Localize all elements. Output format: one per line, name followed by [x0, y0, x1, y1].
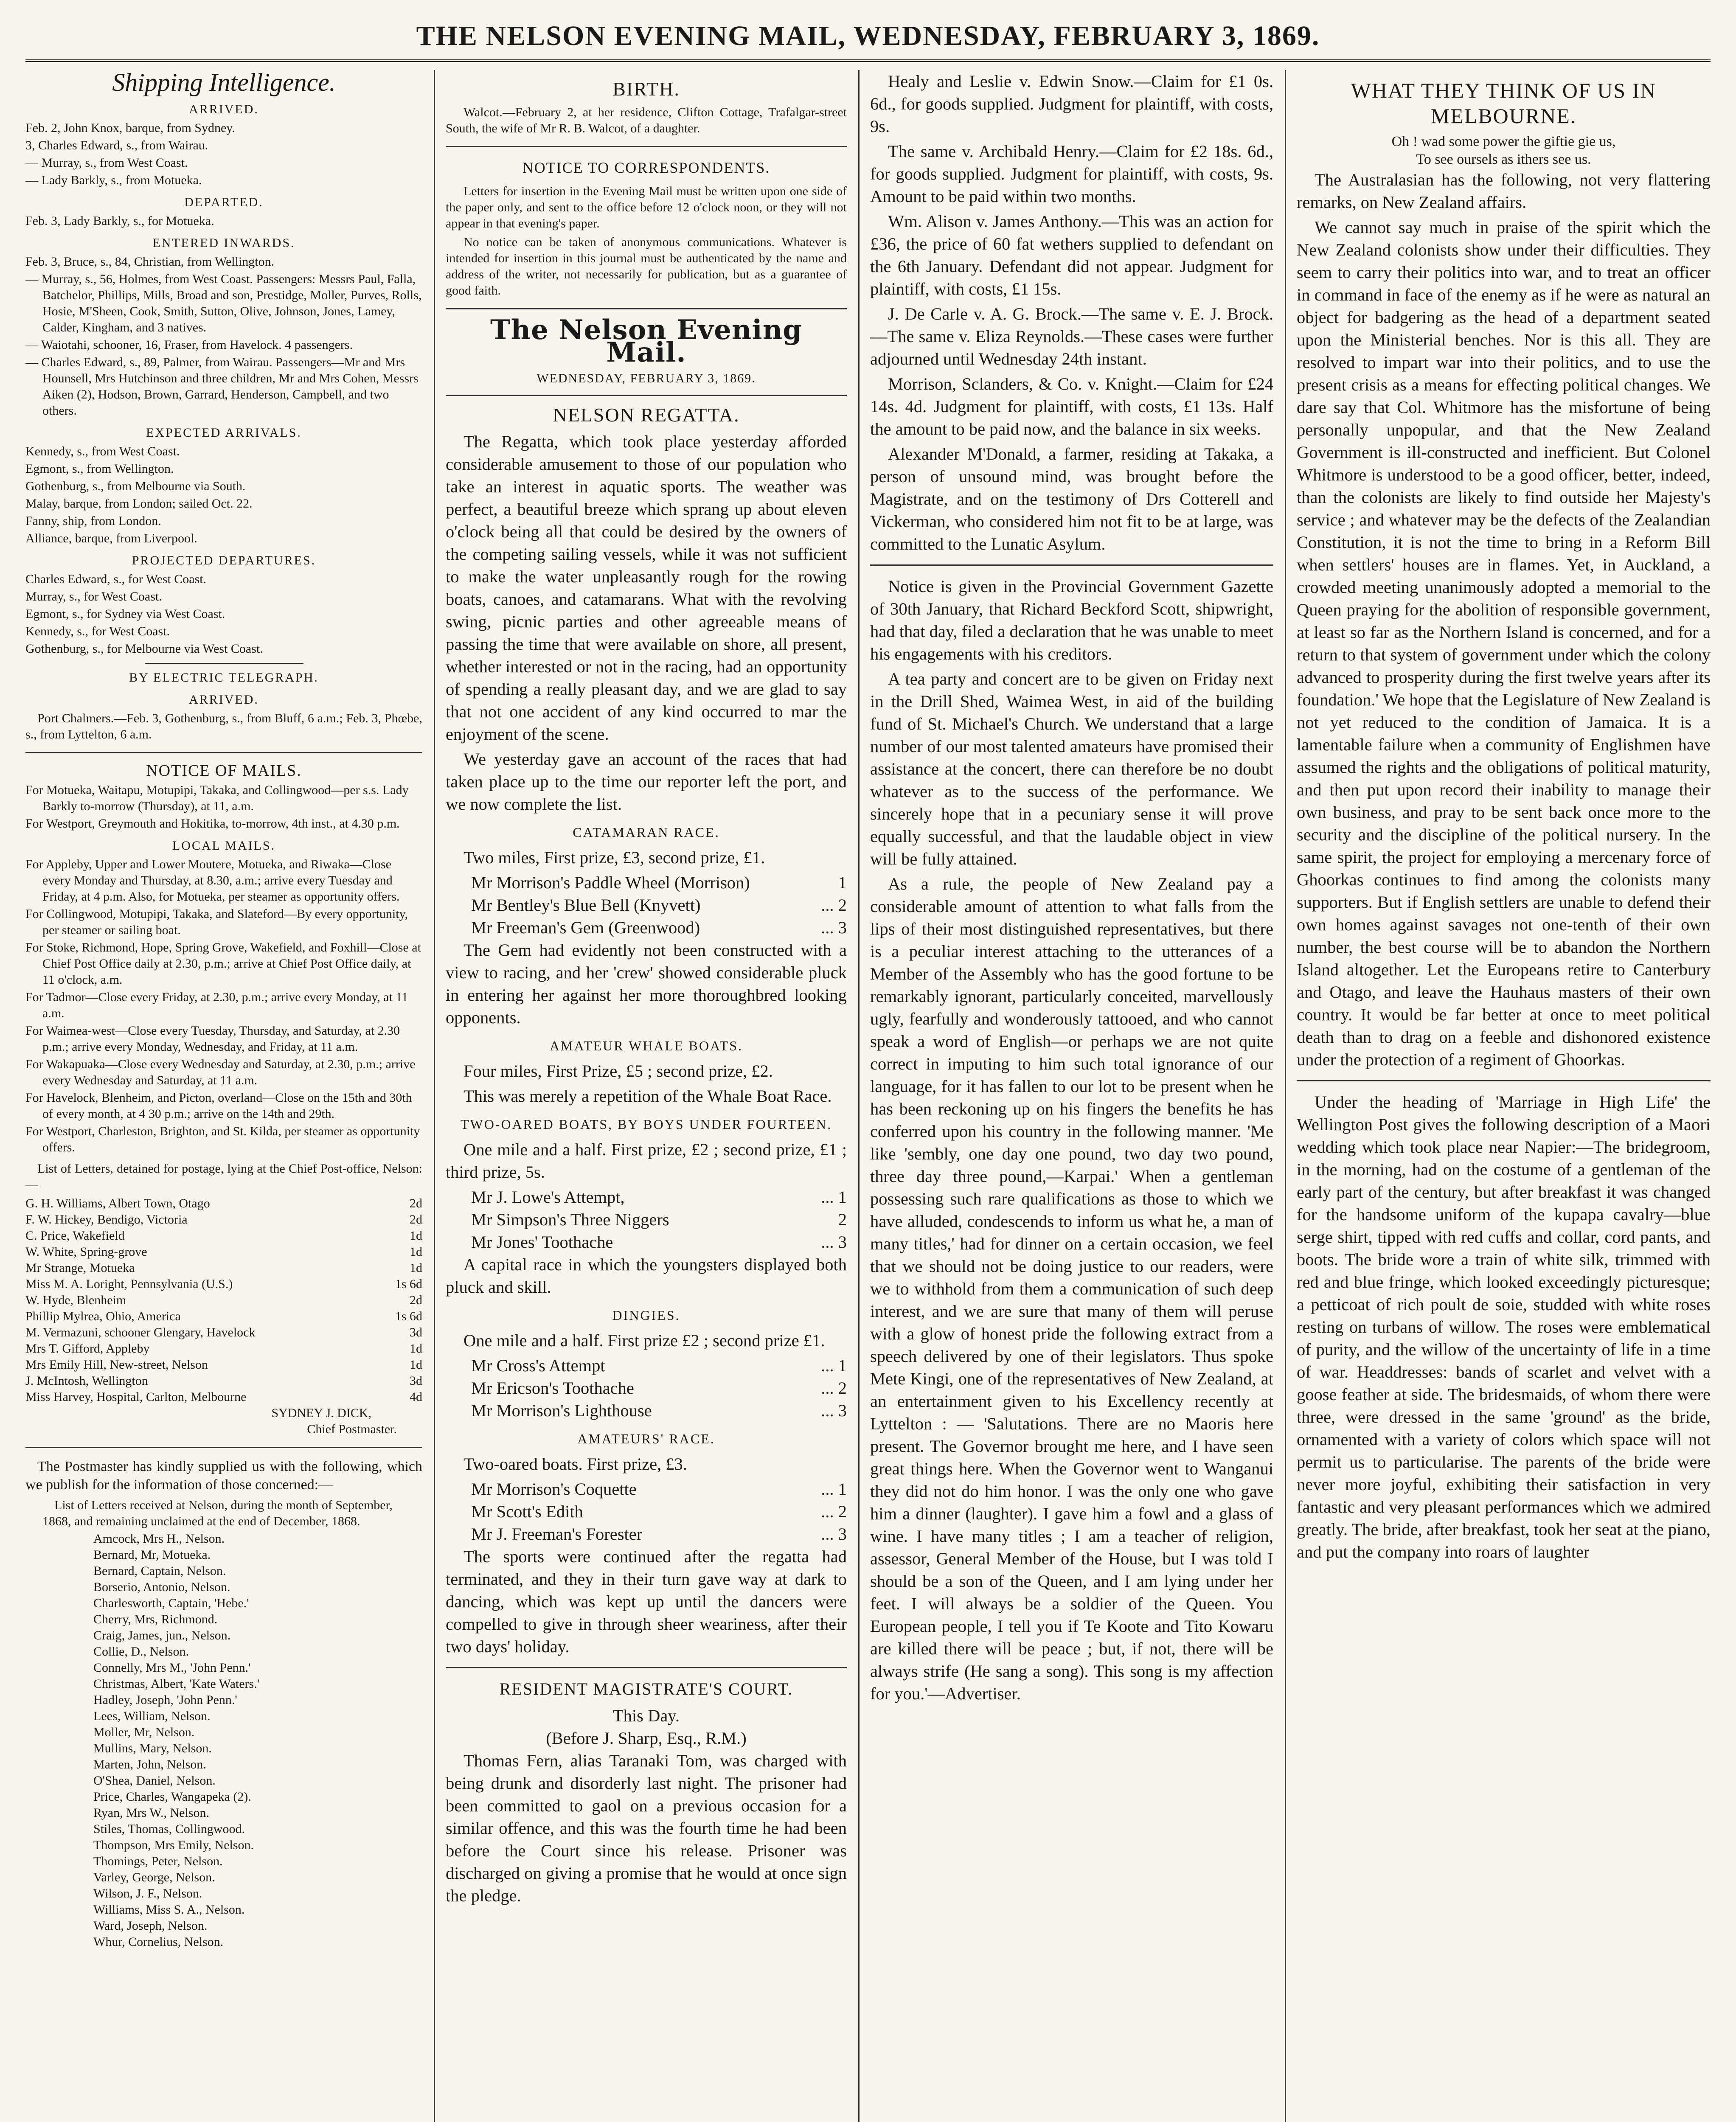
court-paragraph: Thomas Fern, alias Taranaki Tom, was charged with being drunk and disorderly last night. The prisoner had been committed to gaol on a previous occasion for a similar offence, and this was the fourth time he had been before the Court since his release. Prisoner was discharged on giving a promise that he would at once sign the pledge. — [446, 1751, 847, 1905]
detained-list — [25, 1196, 422, 1405]
addressee: Mrs T. Gifford, Appleby — [25, 1342, 150, 1356]
unclaimed-intro: List of Letters received at Nelson, during the month of September, 1868, and remaining unclaimed at the end of December, 1868. — [42, 1498, 393, 1528]
list-item: For Waimea-west—Close every Tuesday, Thursday, and Saturday, at 2.30 p.m.; arrive every Monday, Wednesday, and Friday, at 11 a.m. — [25, 1024, 400, 1054]
local-mails-heading: LOCAL MAILS. — [172, 839, 276, 853]
boat-entry: Mr Scott's Edith — [471, 1502, 583, 1521]
boat-entry: Mr Morrison's Lighthouse — [471, 1401, 652, 1420]
expected-heading: EXPECTED ARRIVALS. — [146, 426, 302, 440]
list-item: Letters for insertion in the Evening Mail must be written upon one side of the paper only, and sent to the office before 12 o'clock noon, or they will not appear in that evening's paper. — [446, 184, 847, 230]
court-judge: (Before J. Sharp, Esq., R.M.) — [546, 1729, 747, 1748]
detained-letter-row — [25, 1212, 422, 1228]
melbourne-intro: The Australasian has the following, not very flattering remarks, on New Zealand affairs. — [1297, 170, 1711, 212]
list-item: — Waiotahi, schooner, 16, Fraser, from Havelock. 4 passengers. — [25, 338, 353, 352]
arrived-list — [25, 120, 422, 188]
divider — [1297, 1080, 1711, 1081]
melbourne-heading: WHAT THEY THINK OF US IN MELBOURNE. — [1351, 79, 1657, 128]
list-item: J. De Carle v. A. G. Brock.—The same v. E. J. Brock.—The same v. Eliza Reynolds.—These cases were further adjourned until Wednesday 24th instant. — [870, 304, 1273, 368]
list-item: Bernard, Captain, Nelson. — [93, 1564, 226, 1578]
list-item: Feb. 3, Bruce, s., 84, Christian, from Wellington. — [25, 255, 275, 269]
list-item: Christmas, Albert, 'Kate Waters.' — [93, 1677, 260, 1691]
postage-due: 1d — [410, 1342, 422, 1356]
placing: 2 — [838, 1210, 847, 1229]
divider — [446, 146, 847, 147]
list-item: Connelly, Mrs M., 'John Penn.' — [93, 1661, 251, 1675]
addressee: F. W. Hickey, Bendigo, Victoria — [25, 1213, 188, 1227]
gazette-notice: Notice is given in the Provincial Government Gazette of 30th January, that Richard Beckford Scott, shipwright, had that day, filed a declaration that he was unable to meet his engagements with his creditors. — [870, 577, 1273, 663]
divider — [870, 564, 1273, 566]
catamaran-results — [446, 871, 847, 939]
projected-heading: PROJECTED DEPARTURES. — [132, 553, 316, 567]
list-item: For Tadmor—Close every Friday, at 2.30, p.m.; arrive every Monday, at 11 a.m. — [25, 990, 408, 1020]
column-rule — [434, 70, 435, 2122]
list-item: Alexander M'Donald, a farmer, residing at Takaka, a person of unsound mind, was brought before the Magistrate, and on the testimony of Drs Cotterell and Vickerman, who considered him not fit to be at large, was committed to the Lunatic Asylum. — [870, 444, 1273, 553]
list-item: Morrison, Sclanders, & Co. v. Knight.—Claim for £24 14s. 4d. Judgment for plaintiff, with costs, £1 13s. Half the amount to be paid now, and the balance in six weeks. — [870, 374, 1273, 438]
detained-letter-row — [25, 1276, 422, 1292]
column-3 — [870, 70, 1273, 2122]
detained-letter-row — [25, 1341, 422, 1357]
postage-due: 1d — [410, 1358, 422, 1372]
postage-due: 3d — [410, 1325, 422, 1339]
list-item: Charlesworth, Captain, 'Hebe.' — [93, 1596, 249, 1610]
addressee: W. Hyde, Blenheim — [25, 1293, 126, 1307]
dingies-results — [446, 1354, 847, 1422]
addressee: Miss Harvey, Hospital, Carlton, Melbourne — [25, 1390, 247, 1404]
placing: ... 1 — [821, 1187, 847, 1207]
detained-letter-row — [25, 1292, 422, 1308]
detained-letter-row — [25, 1228, 422, 1244]
race-result-row — [446, 1354, 847, 1377]
placing: ... 3 — [821, 918, 847, 937]
list-item: For Collingwood, Motupipi, Takaka, and Slateford—By every opportunity, per steamer or sailing boat. — [25, 907, 408, 937]
postage-due: 1d — [410, 1245, 422, 1259]
list-item: To see oursels as ithers see us. — [1416, 152, 1591, 167]
mete-kingi-article: As a rule, the people of New Zealand pay a considerable amount of attention to what falls from the lips of their most distinguished representatives, but there is a peculiar interest attaching to the utterances of a Member of the Assembly who has the good fortune to be remarkably ignorant, particularly conceited, marvellously ugly, fearfully and wonderously tattooed, and who cannot speak a word of English—or perhaps we are not quite correct in imputing to him such total ignorance of our language, for it has fallen to our lot to be present when he has been reckoning up on his fingers the benefits he has conferred upon his country in the following manner. 'Me like 'sembly, one day one pound, two day two pound, three day three pound,—Karpai.' When a gentleman possessing such rare qualifications as those to which we have alluded, condescends to inform us what he, a man of many titles,' had for dinner on a certain occasion, we feel that we should not be doing justice to our readers, were we to withhold from them a communication of such deep interest, and we are sure that many of them will peruse with a glow of honest pride the following extract from a speech delivered by one of their legislators. Thus spoke Mete Kingi, one of the representatives of New Zealand, at an entertainment given to his Excellency recently at Lyttelton : — 'Salutations. There are no Maoris here present. The Governor brought me here, and I have seen great things here. When the Governor went to Wanganui they did not do him honor. I was the only one who gave him a dinner (laughter). I gave him a fowl and a glass of wine. I have many titles ; I am a teacher of religion, assessor, General Member of the House, but I was told I should be a son of the Queen, and I am lying under her feet. I will always be a soldier of the Queen. You European people, I tell you if Te Koote and Tito Kowaru are killed there will be peace ; but, if not, there will be always strife (He sang a song). This song is my affection for you.'—Advertiser. — [870, 874, 1273, 1703]
divider — [446, 395, 847, 396]
addressee: Mrs Emily Hill, New-street, Nelson — [25, 1358, 208, 1372]
birth-notice: Walcot.—February 2, at her residence, Clifton Cottage, Trafalgar-street South, the wife of Mr R. B. Walcot, of a daughter. — [446, 105, 847, 135]
twooared-results — [446, 1186, 847, 1253]
correspondents-notice — [446, 183, 847, 299]
addressee: M. Vermazuni, schooner Glengary, Havelock — [25, 1325, 256, 1339]
signature: SYDNEY J. DICK, — [271, 1406, 371, 1420]
shipping-title: Shipping Intelligence. — [112, 70, 336, 96]
boat-entry: Mr Ericson's Toothache — [471, 1378, 634, 1398]
maori-wedding-article: Under the heading of 'Marriage in High Life' the Wellington Post gives the following description of a Maori wedding which took place near Napier:—The bridegroom, in the morning, had on the costume of a gentleman of the early part of the century, but after breakfast it was changed for the handsome uniform of the kupapa cavalry—blue serge shirt, tipped with red cuffs and collar, cord pants, and boots. The bride wore a train of white silk, trimmed with red and blue fringe, which looked exceedingly picturesque; a petticoat of rich poult de soie, studded with white roses resting on turbans of willow. The roses were emblematical of purity, and the willow of the uncertainty of life in a time of war. Headdresses: bands of scarlet and velvet with a goose feather at side. The bridesmaids, of whom there were three, were dressed in the same 'ground' as the bride, ornamented with a variety of colors which space will not permit us to particularise. The parents of the bride were never more joyful, exhibiting their satisfaction in very fantastic and very pleasant performances which we admired greatly. The bride, after breakfast, took her seat at the piano, and put the company into roars of laughter — [1297, 1092, 1711, 1561]
amateurs-desc: Two-oared boats. First prize, £3. — [463, 1454, 687, 1474]
list-item: Feb. 3, Lady Barkly, s., for Motueka. — [25, 214, 214, 228]
list-item: Borserio, Antonio, Nelson. — [93, 1580, 230, 1594]
whale-desc: Four miles, First Prize, £5 ; second prize, £2. — [463, 1061, 773, 1081]
boat-entry: Mr Cross's Attempt — [471, 1356, 605, 1375]
regatta-paragraph: We yesterday gave an account of the races that had taken place up to the time our reporter left the port, and we now complete the list. — [446, 749, 847, 814]
whale-heading: AMATEUR WHALE BOATS. — [550, 1038, 743, 1053]
race-result-row — [446, 1500, 847, 1523]
list-item: — Charles Edward, s., 89, Palmer, from Wairau. Passengers—Mr and Mrs Hounsell, Mrs Hutchinson and three children, Mr and Mrs Cohen, Messrs Aiken (2), Hodson, Brown, Garrard, Henderson, Campbell, and two others. — [25, 355, 419, 418]
postage-due: 1s 6d — [395, 1309, 422, 1323]
list-item: — Murray, s., 56, Holmes, from West Coast. Passengers: Messrs Paul, Falla, Batchelor, Phillips, Mills, Broad and son, Prestidge, Moller, Purves, Rolls, Hosie, M'Sheen, Cook, Smith, Sutton, Olive, Johnson, Jones, Lamey, Calder, Kingham, and 3 natives. — [25, 272, 422, 334]
dingies-desc: One mile and a half. First prize £2 ; second prize £1. — [463, 1331, 825, 1350]
addressee: Phillip Mylrea, Ohio, America — [25, 1309, 181, 1323]
addressee: G. H. Williams, Albert Town, Otago — [25, 1196, 210, 1210]
unclaimed-list — [25, 1531, 422, 1950]
race-result-row — [446, 871, 847, 894]
list-item: No notice can be taken of anonymous communications. Whatever is intended for insertion in this journal must be authenticated by the name and address of the writer, not necessarily for publication, but as a guarantee of good faith. — [446, 235, 847, 298]
mails-heading: NOTICE OF MAILS. — [146, 762, 302, 780]
court-cases — [870, 70, 1273, 555]
twooared-desc: One mile and a half. First prize, £2 ; second prize, £1 ; third prize, 5s. — [446, 1140, 847, 1182]
column-rule — [858, 70, 860, 2122]
paper-nameplate: The Nelson Evening Mail. — [490, 314, 803, 368]
list-item: Alliance, barque, from Liverpool. — [25, 531, 197, 545]
column-rule — [1285, 70, 1286, 2122]
list-item: Healy and Leslie v. Edwin Snow.—Claim for £1 0s. 6d., for goods supplied. Judgment for plaintiff, with costs, 9s. — [870, 72, 1273, 136]
list-item: Bernard, Mr, Motueka. — [93, 1548, 211, 1562]
mails-list — [25, 782, 422, 832]
list-item: For Wakapuaka—Close every Wednesday and Saturday, at 2.30, p.m.; arrive every Wednesday and Saturday, at 11 a.m. — [25, 1057, 416, 1087]
entered-list — [25, 254, 422, 419]
list-item: Oh ! wad some power the giftie gie us, — [1391, 134, 1616, 149]
list-item: The same v. Archibald Henry.—Claim for £2 18s. 6d., for goods supplied. Judgment for plaintiff, with costs, 9s. Amount to be paid within two months. — [870, 142, 1273, 206]
detained-letter-row — [25, 1373, 422, 1389]
melbourne-body: We cannot say much in praise of the spirit which the New Zealand colonists show under their difficulties. They seem to carry their politics into war, and to treat an officer in command in face of the enemy as if he were as natural an object for badgering as the head of a department seated upon the Ministerial benches. Nor is this all. They are resolved to impart war into their politics, and to use the present crisis as a means for effecting political changes. We dare say that Col. Whitmore has the misfortune of being personally unpopular, and that the New Zealand Government is ill-constructed and inefficient. But Colonel Whitmore is understood to be a good officer, better, indeed, than the colonists are likely to find outside her Majesty's service ; and whatever may be the defects of the Zealandian Constitution, it is not the time to bring in a Reform Bill when settlers' houses are in flames. Yet, in Auckland, a crowded meeting unanimously adopted a memorial to the Queen praying for the abolition of responsible government, at least so far as the Northern Island is concerned, and for a return to that system of government under which the colony advanced to prosperity during the first twelve years after its foundation.' We hope that the Legislature of New Zealand is not yet reduced to the condition of Jamaica. It is a lamentable failure when a community of Englishmen have assumed the rights and the obligations of political maturity, and then put upon record their inability to manage their own business, and pray to be sent back once more to the security and the discipline of the political nursery. In the same spirit, the project for employing a mercenary force of Ghoorkas continues to find among the colonists many supporters. But if English settlers are unable to defend their own homes against savages not one-tenth of their own number, the best course will be to abandon the Northern Island altogether. Let the Europeans retire to Canterbury and Otago, and leave the Hauhaus masters of their own country. It would be far better at once to meet political death than to drag on a feeble and dishonored existence under the protection of a regiment of Ghoorkas. — [1297, 218, 1711, 1069]
list-item: Wm. Alison v. James Anthony.—This was an action for £36, the price of 60 fat wethers supplied to defendant on the 6th January. Defendant did not appear. Judgment for plaintiff, with costs, £1 15s. — [870, 212, 1273, 298]
list-item: For Westport, Greymouth and Hokitika, to-morrow, 4th inst., at 4.30 p.m. — [25, 817, 400, 831]
list-item: Gothenburg, s., from Melbourne via South. — [25, 479, 246, 493]
list-item: Collie, D., Nelson. — [93, 1645, 189, 1659]
dateline: WEDNESDAY, FEBRUARY 3, 1869. — [537, 371, 756, 385]
list-item: For Motueka, Waitapu, Motupipi, Takaka, and Collingwood—per s.s. Lady Barkly to-morrow (Thursday), at 11, a.m. — [25, 783, 409, 813]
local-mails-list — [25, 856, 422, 1156]
court-sub: This Day. — [612, 1706, 680, 1725]
postage-due: 4d — [410, 1390, 422, 1404]
divider — [25, 1447, 422, 1448]
list-item: Thomings, Peter, Nelson. — [93, 1854, 223, 1868]
race-result-row — [446, 1186, 847, 1208]
race-result-row — [446, 894, 847, 916]
list-item: For Havelock, Blenheim, and Picton, overland—Close on the 15th and 30th of every month, at 4 30 p.m.; arrive on the 14th and 29th. — [25, 1091, 412, 1121]
list-item: 3, Charles Edward, s., from Wairau. — [25, 138, 208, 152]
birth-heading: BIRTH. — [612, 78, 680, 100]
correspondents-heading: NOTICE TO CORRESPONDENTS. — [522, 159, 770, 176]
postage-due: 2d — [410, 1213, 422, 1227]
list-item: Gothenburg, s., for Melbourne via West Coast. — [25, 642, 263, 656]
list-item: Thompson, Mrs Emily, Nelson. — [93, 1838, 254, 1852]
race-result-row — [446, 1523, 847, 1545]
list-item: Malay, barque, from London; sailed Oct. 22. — [25, 497, 253, 511]
regatta-paragraph: The Regatta, which took place yesterday afforded considerable amusement to those of our population who take an interest in aquatic sports. The weather was perfect, a beautiful breeze which sprang up about eleven o'clock being all that could be desired by the owners of the competing sailing vessels, while it was not sufficient to make the water unpleasantly rough for the rowing boats, canoes, and catamarans. What with the revolving swing, picnic parties and other agreeable means of passing the time that were available on shore, all present, whether interested or not in the racing, had an opportunity of spending a really pleasant day, and we are glad to say that not one accident of any kind occurred to mar the enjoyment of the scene. — [446, 432, 847, 744]
boat-entry: Mr Bentley's Blue Bell (Knyvett) — [471, 895, 701, 915]
boat-entry: Mr Freeman's Gem (Greenwood) — [471, 918, 700, 937]
placing: ... 3 — [821, 1232, 847, 1252]
addressee: W. White, Spring-grove — [25, 1245, 147, 1259]
list-item: Ryan, Mrs W., Nelson. — [93, 1806, 209, 1820]
postage-due: 2d — [410, 1293, 422, 1307]
list-item: Ward, Joseph, Nelson. — [93, 1919, 208, 1933]
boat-entry: Mr Jones' Toothache — [471, 1232, 613, 1252]
placing: ... 3 — [821, 1401, 847, 1420]
column-4 — [1297, 70, 1711, 2122]
postmaster-intro: The Postmaster has kindly supplied us with the following, which we publish for the information of those concerned:— — [25, 1459, 422, 1493]
postage-due: 1s 6d — [395, 1277, 422, 1291]
list-item: For Westport, Charleston, Brighton, and St. Kilda, per steamer as opportunity offers. — [25, 1124, 420, 1154]
list-item: Kennedy, s., from West Coast. — [25, 444, 180, 458]
detained-letter-row — [25, 1325, 422, 1341]
list-item: Varley, George, Nelson. — [93, 1870, 215, 1884]
signature-title: Chief Postmaster. — [307, 1422, 397, 1436]
list-item: Stiles, Thomas, Collingwood. — [93, 1822, 245, 1836]
epigraph — [1297, 133, 1711, 168]
addressee: J. McIntosh, Wellington — [25, 1374, 148, 1388]
whale-note: This was merely a repetition of the Whale Boat Race. — [463, 1086, 832, 1106]
boat-entry: Mr Morrison's Paddle Wheel (Morrison) — [471, 873, 750, 892]
catamaran-note: The Gem had evidently not been constructed with a view to racing, and her 'crew' showed considerable pluck in entering her against her more thoroughbred looking opponents. — [446, 940, 847, 1027]
detained-intro: List of Letters, detained for postage, lying at the Chief Post-office, Nelson:— — [25, 1162, 422, 1192]
postage-due: 3d — [410, 1374, 422, 1388]
catamaran-heading: CATAMARAN RACE. — [573, 825, 720, 840]
race-result-row — [446, 1478, 847, 1500]
divider — [145, 663, 303, 664]
column-2 — [446, 70, 847, 2122]
projected-list — [25, 571, 422, 657]
list-item: Lees, William, Nelson. — [93, 1709, 211, 1723]
catamaran-desc: Two miles, First prize, £3, second prize, £1. — [463, 848, 765, 867]
tea-party-notice: A tea party and concert are to be given on Friday next in the Drill Shed, Waimea West, in aid of the building fund of St. Michael's Church. We understand that a large number of our most talented amateurs have promised their assistance at the concert, there can therefore be no doubt whatever as to the success of the performance. We sincerely hope that in a pecuniary sense it will prove equally successful, and that the laudable object in view will be fully attained. — [870, 669, 1273, 868]
list-item: For Appleby, Upper and Lower Moutere, Motueka, and Riwaka—Close every Monday and Thursday, at 8.30, a.m.; arrive every Tuesday and Friday, at 4 p.m. Also, for Motueka, per steamer as opportunity offers. — [25, 857, 400, 904]
twooared-heading: TWO-OARED BOATS, BY BOYS UNDER FOURTEEN. — [460, 1117, 832, 1132]
race-result-row — [446, 1208, 847, 1231]
addressee: Miss M. A. Loright, Pennsylvania (U.S.) — [25, 1277, 233, 1291]
list-item: Kennedy, s., for West Coast. — [25, 624, 170, 638]
boat-entry: Mr J. Freeman's Forester — [471, 1524, 643, 1544]
departed-heading: DEPARTED. — [184, 195, 264, 209]
race-result-row — [446, 1377, 847, 1399]
list-item: Feb. 2, John Knox, barque, from Sydney. — [25, 121, 235, 135]
amateurs-heading: AMATEURS' RACE. — [577, 1431, 715, 1446]
list-item: — Lady Barkly, s., from Motueka. — [25, 173, 202, 187]
placing: ... 3 — [821, 1524, 847, 1544]
court-heading: RESIDENT MAGISTRATE'S COURT. — [499, 1679, 793, 1698]
telegraph-heading: BY ELECTRIC TELEGRAPH. — [129, 671, 319, 685]
detained-letter-row — [25, 1357, 422, 1373]
list-item: — Murray, s., from West Coast. — [25, 156, 188, 170]
twooared-note: A capital race in which the youngsters displayed both pluck and skill. — [446, 1255, 847, 1297]
list-item: Amcock, Mrs H., Nelson. — [93, 1532, 225, 1546]
placing: ... 2 — [821, 1378, 847, 1398]
telegraph-text: Port Chalmers.—Feb. 3, Gothenburg, s., from Bluff, 6 a.m.; Feb. 3, Phœbe, s., from Lyttelton, 6 a.m. — [25, 711, 422, 741]
list-item: For Stoke, Richmond, Hope, Spring Grove, Wakefield, and Foxhill—Close at Chief Post Office daily at 2.30, p.m.; arrive at Chief Post Office daily, at 11 o'clock, a.m. — [25, 940, 421, 987]
placing: ... 2 — [821, 1502, 847, 1521]
list-item: Wilson, J. F., Nelson. — [93, 1886, 202, 1900]
list-item: Charles Edward, s., for West Coast. — [25, 572, 207, 586]
addressee: Mr Strange, Motueka — [25, 1261, 135, 1275]
detained-letter-row — [25, 1196, 422, 1212]
boat-entry: Mr Simpson's Three Niggers — [471, 1210, 669, 1229]
placing: ... 2 — [821, 895, 847, 915]
list-item: Marten, John, Nelson. — [93, 1757, 206, 1771]
placing: 1 — [838, 873, 847, 892]
boat-entry: Mr Morrison's Coquette — [471, 1479, 637, 1499]
list-item: Hadley, Joseph, 'John Penn.' — [93, 1693, 237, 1707]
race-result-row — [446, 1231, 847, 1253]
divider — [446, 308, 847, 309]
regatta-heading: NELSON REGATTA. — [553, 404, 740, 426]
divider — [446, 1667, 847, 1668]
detained-letter-row — [25, 1389, 422, 1405]
list-item: Williams, Miss S. A., Nelson. — [93, 1903, 245, 1917]
departed-list — [25, 213, 422, 229]
list-item: Craig, James, jun., Nelson. — [93, 1628, 231, 1642]
postage-due: 2d — [410, 1196, 422, 1210]
list-item: Egmont, s., from Wellington. — [25, 462, 174, 476]
list-item: O'Shea, Daniel, Nelson. — [93, 1774, 216, 1788]
list-item: Whur, Cornelius, Nelson. — [93, 1935, 224, 1949]
boat-entry: Mr J. Lowe's Attempt, — [471, 1187, 625, 1207]
divider — [25, 752, 422, 753]
column-1 — [25, 70, 422, 2122]
dingies-heading: DINGIES. — [612, 1308, 680, 1323]
placing: ... 1 — [821, 1356, 847, 1375]
list-item: Mullins, Mary, Nelson. — [93, 1741, 212, 1755]
detained-letter-row — [25, 1308, 422, 1325]
placing: ... 1 — [821, 1479, 847, 1499]
list-item: Murray, s., for West Coast. — [25, 589, 162, 603]
arrived-heading: ARRIVED. — [189, 102, 259, 116]
postage-due: 1d — [410, 1229, 422, 1243]
postage-due: 1d — [410, 1261, 422, 1275]
list-item: Egmont, s., for Sydney via West Coast. — [25, 607, 225, 621]
detained-letter-row — [25, 1260, 422, 1276]
expected-list — [25, 443, 422, 547]
race-result-row — [446, 1399, 847, 1422]
addressee: C. Price, Wakefield — [25, 1229, 125, 1243]
entered-heading: ENTERED INWARDS. — [152, 236, 295, 250]
amateurs-results — [446, 1478, 847, 1545]
telegraph-arrived-heading: ARRIVED. — [189, 693, 259, 707]
list-item: Cherry, Mrs, Richmond. — [93, 1612, 218, 1626]
masthead: THE NELSON EVENING MAIL, WEDNESDAY, FEBRUARY 3, 1869. — [25, 13, 1711, 62]
regatta-closing: The sports were continued after the regatta had terminated, and they in their turn gave way at dark to dancing, which was kept up until the dancers were compelled to give in through sheer weariness, after their two days' holiday. — [446, 1547, 847, 1656]
list-item: Fanny, ship, from London. — [25, 514, 161, 528]
race-result-row — [446, 916, 847, 939]
list-item: Price, Charles, Wangapeka (2). — [93, 1790, 251, 1804]
detained-letter-row — [25, 1244, 422, 1260]
list-item: Moller, Mr, Nelson. — [93, 1725, 195, 1739]
